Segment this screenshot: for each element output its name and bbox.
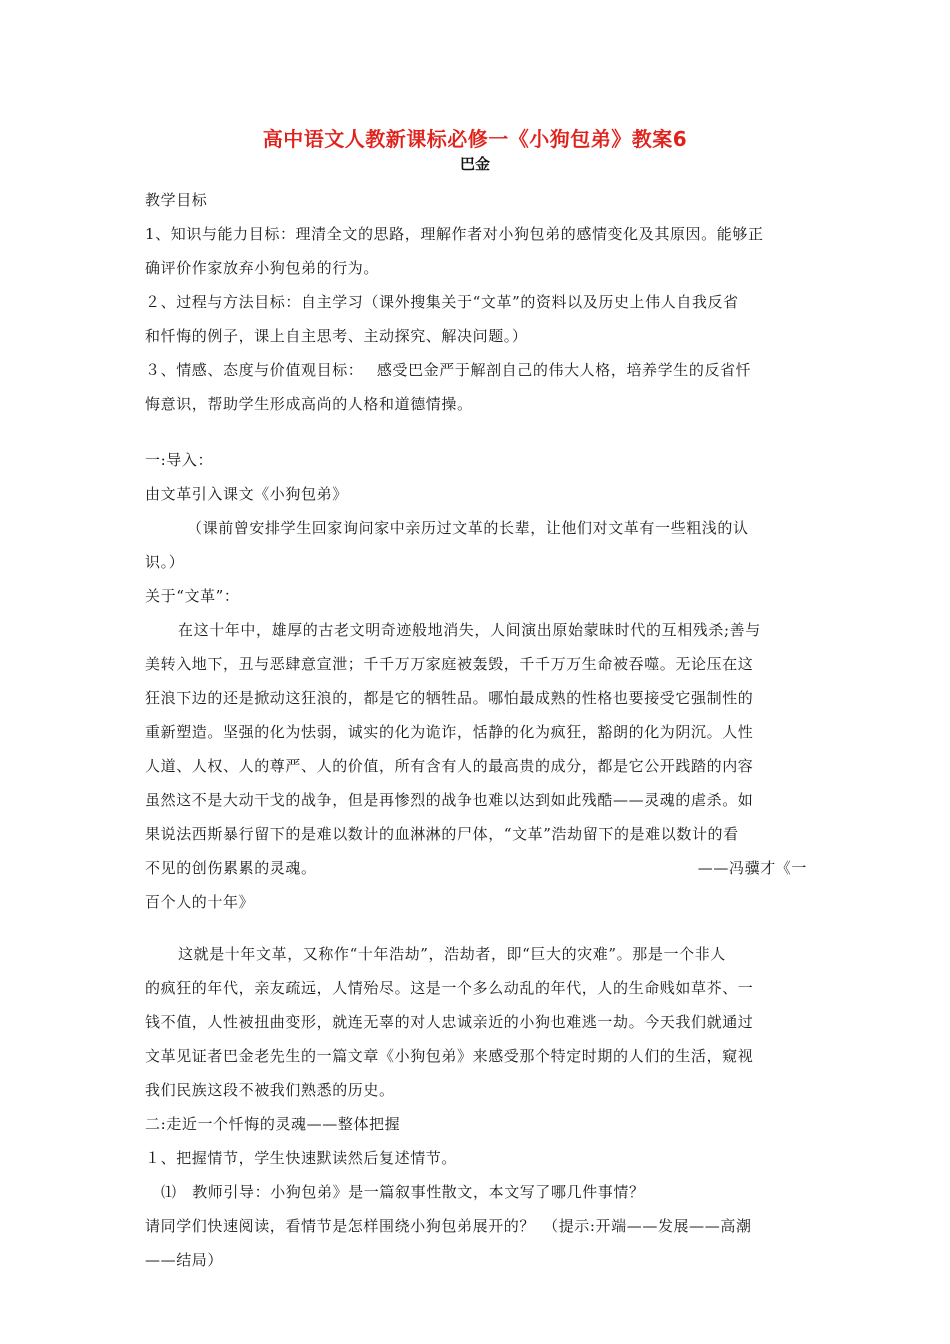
section-1-intro: 由文革引入课文《小狗包弟》: [145, 485, 348, 503]
goal-2-line-1: ２、过程与方法目标：自主学习（课外搜集关于“文革”的资料以及历史上伟人自我反省: [145, 293, 739, 311]
paragraph-line-5: 我们民族这段不被我们熟悉的历史。: [145, 1081, 395, 1099]
paragraph-line-4: 文革见证者巴金老先生的一篇文章《小狗包弟》来感受那个特定时期的人们的生活，窥视: [145, 1047, 754, 1065]
note-line-2: 识。）: [145, 553, 185, 571]
note-line-1: （课前曾安排学生回家询问家中亲历过文革的长辈，让他们对文革有一些粗浅的认: [187, 519, 749, 537]
paragraph-line-3: 钱不值，人性被扭曲变形，就连无辜的对人忠诚亲近的小狗也难逃一劫。今天我们就通过: [145, 1013, 754, 1031]
quote-line-7: 果说法西斯暴行留下的是难以数计的血淋淋的尸体，“文革”浩劫留下的是难以数计的看: [145, 825, 739, 843]
section-1-heading: 一:导入：: [145, 451, 214, 469]
goals-heading: 教学目标: [145, 191, 208, 209]
quote-line-5: 人道、人权、人的尊严、人的价值，所有含有人的最高贵的成分，都是它公开践踏的内容: [145, 757, 754, 775]
document-body: [145, 183, 807, 1277]
quote-line-1: 在这十年中，雄厚的古老文明奇迹般地消失，人间演出原始蒙昧时代的互相残杀;善与: [178, 621, 761, 639]
paragraph-line-2: 的疯狂的年代，亲友疏远，人情殆尽。这是一个多么动乱的年代，人的生命贱如草芥、一: [145, 979, 754, 997]
section-2-heading: 二:走近一个忏悔的灵魂——整体把握: [145, 1115, 401, 1133]
quote-line-6: 虽然这不是大动干戈的战争，但是再惨烈的战争也难以达到如此残酷——灵魂的虐杀。如: [145, 791, 754, 809]
document-title: 高中语文人教新课标必修一《小狗包弟》教案6: [262, 127, 688, 151]
goal-2-line-2: 和忏悔的例子，课上自主思考、主动探究、解决问题。）: [145, 327, 528, 345]
quote-line-8-row: [145, 851, 807, 885]
section-2-question-line-1: 请同学们快速阅读，看情节是怎样围绕小狗包弟展开的？ （提示:开端——发展——高潮: [145, 1217, 752, 1235]
section-2-item-1: １、把握情节，学生快速默读然后复述情节。: [145, 1149, 458, 1167]
goal-3-line-1: ３、情感、态度与价值观目标： 感受巴金严于解剖自己的伟大人格，培养学生的反省忏: [145, 361, 752, 379]
goal-1-line-1: 1、知识与能力目标：理清全文的思路，理解作者对小狗包弟的感情变化及其原因。能够正: [145, 225, 764, 243]
paragraph-line-1: 这就是十年文革，又称作“十年浩劫”，浩劫者，即“巨大的灾难”。那是一个非人: [178, 945, 726, 963]
quote-line-4: 重新塑造。坚强的化为怯弱，诚实的化为诡诈，恬静的化为疯狂，豁朗的化为阴沉。人性: [145, 723, 754, 741]
goal-1-line-2: 确评价作家放弃小狗包弟的行为。: [145, 259, 380, 277]
quote-line-8: 不见的创伤累累的灵魂。: [145, 859, 317, 877]
about-heading: 关于“文革”：: [145, 587, 240, 605]
quote-line-3: 狂浪下边的还是掀动这狂浪的，都是它的牺牲品。哪怕最成熟的性格也要接受它强制性的: [145, 689, 754, 707]
quote-line-9: 百个人的十年》: [145, 893, 255, 911]
quote-signature: ——冯骥才《一: [697, 859, 807, 877]
author-name: 巴金: [459, 155, 490, 173]
section-2-sub-1: ⑴ 教师引导：小狗包弟》是一篇叙事性散文，本文写了哪几件事情？: [161, 1183, 645, 1201]
section-2-question-line-2: ——结局）: [145, 1251, 224, 1269]
goal-3-line-2: 悔意识，帮助学生形成高尚的人格和道德情操。: [145, 395, 473, 413]
quote-line-2: 美转入地下，丑与恶肆意宣泄；千千万万家庭被轰毁，千千万万生命被吞噬。无论压在这: [145, 655, 754, 673]
